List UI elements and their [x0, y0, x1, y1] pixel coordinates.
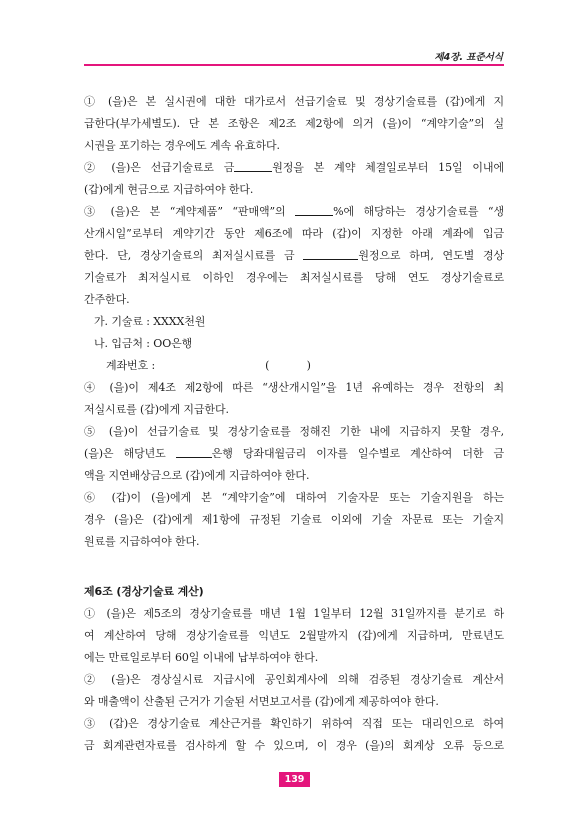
text-line: ① (을)은 본 실시권에 대한 대가로서 선급기술료 및 경상기술료를 (갑)에게 지 [84, 95, 504, 108]
blank-field [234, 160, 272, 172]
text-line: ② (을)은 경상실시료 지급시에 공인회계사에 의해 검증된 경상기술료 계산서 [84, 673, 504, 686]
text-fragment: 한다. 단, 경상기술료의 최저실시료를 금 [84, 249, 295, 262]
text-line: 와 매출액이 산출된 근거가 기술된 서면보고서를 (갑)에게 제공하여야 한다. [84, 695, 439, 708]
section-gap [84, 553, 504, 575]
paragraph-clause-1 [84, 91, 504, 157]
text-fragment: ② (을)은 선급기술료로 금 [84, 161, 235, 174]
text-line: 액을 지연배상금으로 (갑)에게 지급하여야 한다. [84, 469, 310, 482]
account-number-paren: ( ) [265, 359, 311, 372]
paragraph-section-1 [84, 603, 504, 669]
paragraph-section-3 [84, 713, 504, 757]
text-line: 기술료가 최저실시료 이하인 경우에는 최저실시료를 당해 연도 경상기술료로 [84, 271, 504, 284]
section-title: 제6조 (경상기술료 계산) [84, 585, 204, 598]
text-fragment: (을)은 해당년도 [84, 447, 166, 460]
text-line [84, 157, 504, 179]
text-line: 경우 (을)은 (갑)에게 제1항에 규정된 기술료 이외에 기술 자문료 또는 기술지 [84, 513, 504, 526]
text-line: ④ (을)이 제4조 제2항에 따른 “생산개시일”을 1년 유예하는 경우 전항의 최 [84, 381, 504, 394]
text-line [84, 245, 504, 267]
text-line: ⑥ (갑)이 (을)에게 본 “계약기술”에 대하여 기술자문 또는 기술지원을 하는 [84, 491, 504, 504]
page-number: 139 [279, 772, 310, 787]
paragraph-clause-3 [84, 201, 504, 311]
page-header-title: 제4장. 표준서식 [434, 52, 503, 63]
text-line [84, 201, 504, 223]
blank-field [303, 248, 358, 260]
text-line: 여 계산하여 당해 경상기술료를 익년도 2월말까지 (갑)에게 지급하며, 만료년도 [84, 629, 504, 642]
blank-field [176, 446, 212, 458]
account-number-label: 계좌번호 : [106, 359, 156, 372]
account-details [84, 311, 504, 377]
paragraph-clause-4 [84, 377, 504, 421]
account-bank: 나. 입금처 : OO은행 [94, 337, 193, 350]
blank-field [295, 204, 333, 216]
text-line: ⑤ (을)이 선급기술료 및 경상기술료를 정해진 기한 내에 지급하지 못할 경우, [84, 425, 504, 438]
text-line: ① (을)은 제5조의 경상기술료를 매년 1월 1일부터 12월 31일까지를 분기로 하 [84, 607, 504, 620]
paragraph-section-2 [84, 669, 504, 713]
text-line: 에는 만료일로부터 60일 이내에 납부하여야 한다. [84, 651, 319, 664]
text-line: 원료를 지급하여야 한다. [84, 535, 200, 548]
text-fragment: 원정을 본 계약 체결일로부터 15일 이내에 [272, 161, 504, 174]
paragraph-clause-2 [84, 157, 504, 201]
text-line: 금 회계관련자료를 검사하게 할 수 있으며, 이 경우 (을)의 회계상 오류 등으로 [84, 739, 504, 752]
document-body [84, 91, 504, 757]
text-fragment: 원정으로 하며, 연도별 경상 [358, 249, 504, 262]
text-line: 시권을 포기하는 경우에도 계속 유효하다. [84, 139, 280, 152]
text-line: 간주한다. [84, 293, 130, 306]
text-fragment: ③ (을)은 본 “계약제품” “판매액”의 [84, 205, 286, 218]
header-rule [84, 64, 504, 66]
text-fragment: %에 해당하는 경상기술료를 “생 [333, 205, 504, 218]
account-fee: 가. 기술료 : XXXX천원 [94, 315, 206, 328]
account-number-line [84, 355, 504, 377]
text-line: 급한다(부가세별도). 단 본 조항은 제2조 제2항에 의거 (을)이 “계약기술”의 실 [84, 117, 504, 130]
text-line: 산개시일”로부터 계약기간 동안 제6조에 따라 (갑)이 지정한 아래 계좌에 입금 [84, 227, 504, 240]
text-line: 저실시료를 (갑)에게 지급한다. [84, 403, 229, 416]
text-line: ③ (갑)은 경상기술료 계산근거를 확인하기 위하여 직접 또는 대리인으로 하여 [84, 717, 504, 730]
text-line [84, 443, 504, 465]
paragraph-clause-6 [84, 487, 504, 553]
paragraph-clause-5 [84, 421, 504, 487]
text-line: (갑)에게 현금으로 지급하여야 한다. [84, 183, 254, 196]
text-fragment: 은행 당좌대월금리 이자를 일수별로 계산하여 더한 금 [211, 447, 505, 460]
